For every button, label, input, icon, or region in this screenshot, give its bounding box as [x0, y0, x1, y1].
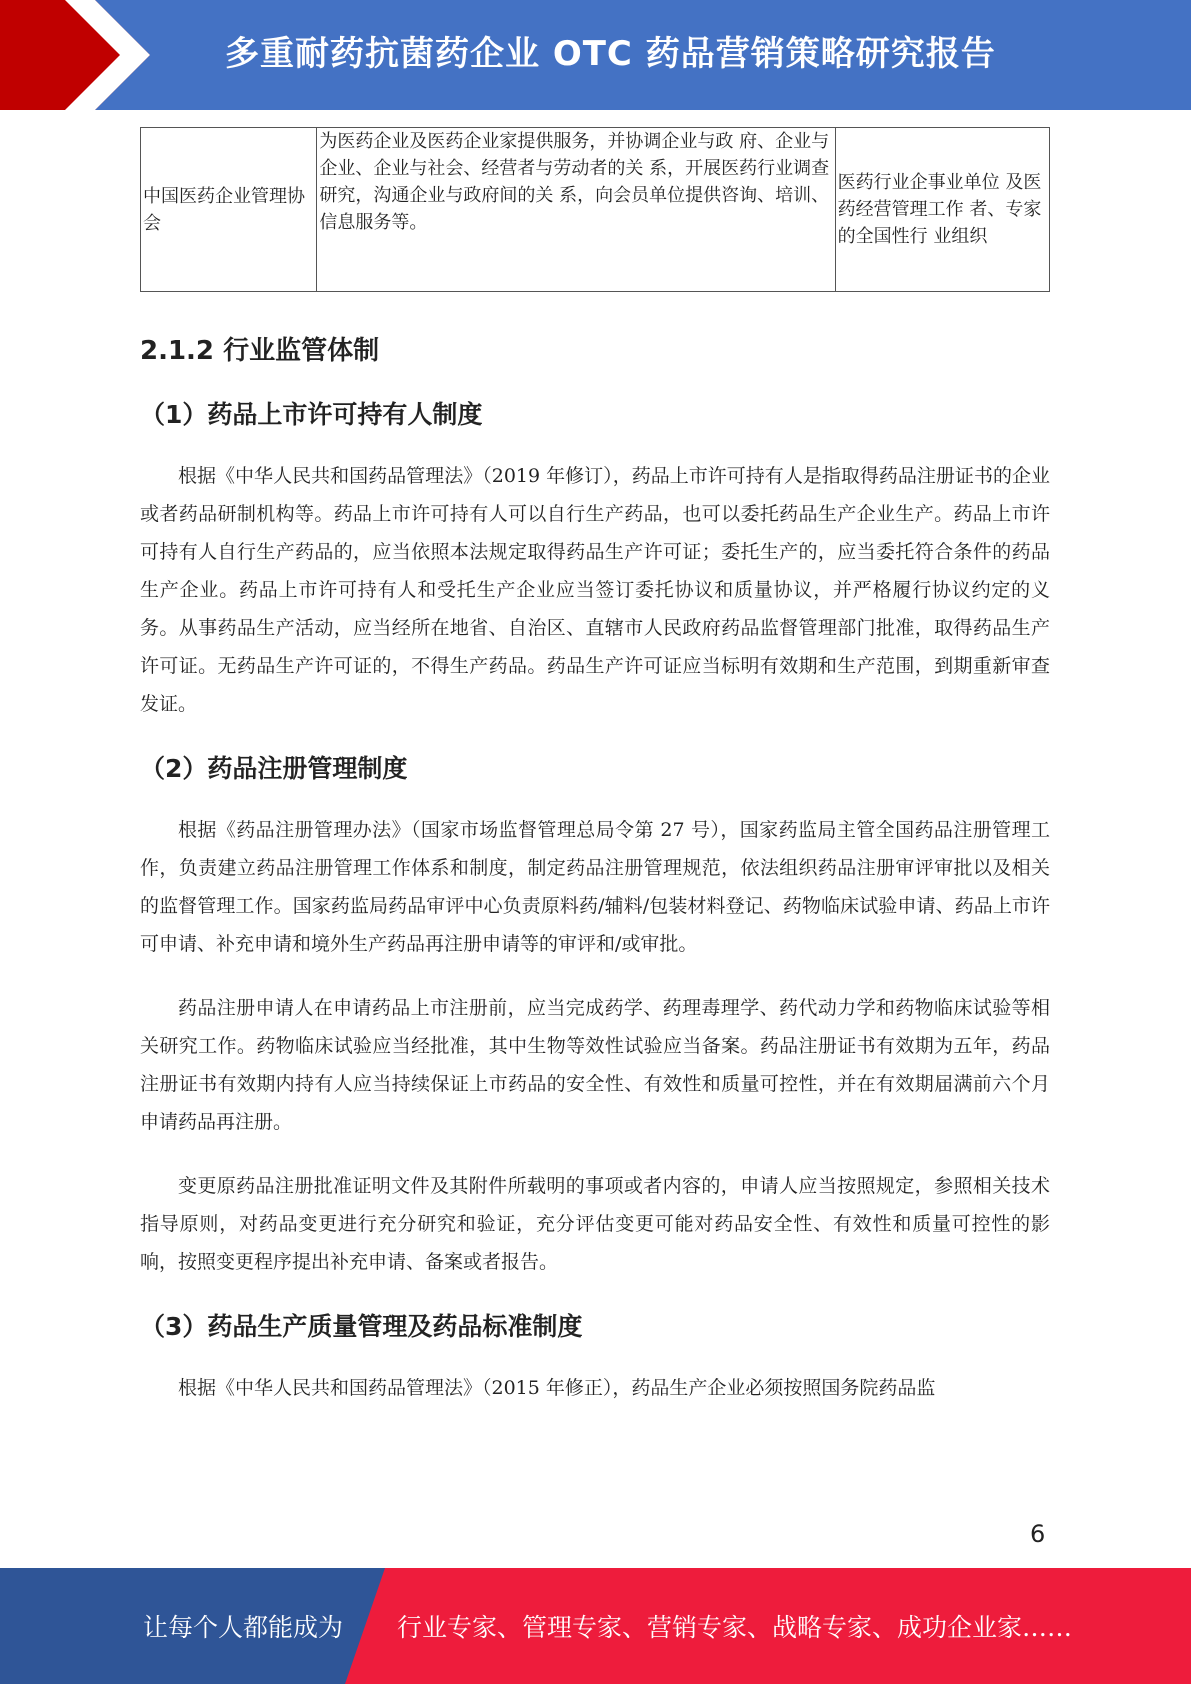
page-number: 6	[1030, 1520, 1046, 1548]
paragraph: 变更原药品注册批准证明文件及其附件所载明的事项或者内容的，申请人应当按照规定，参照相关技术指导原则，对药品变更进行充分研究和验证，充分评估变更可能对药品安全性、有效性和质量可控性的影响，按照变更程序提出补充申请、备案或者报告。	[140, 1175, 1050, 1273]
footer-slogan-right: 行业专家、管理专家、营销专家、战略专家、成功企业家……	[397, 1613, 1073, 1642]
organization-table	[140, 127, 1050, 292]
table-cell-name: 中国医药企业管理协会	[141, 128, 317, 292]
page-header	[0, 0, 1191, 110]
report-title: 多重耐药抗菌药企业 OTC 药品营销策略研究报告	[225, 34, 996, 74]
footer-slogan-left: 让每个人都能成为	[143, 1613, 344, 1642]
table-cell-function: 为医药企业及医药企业家提供服务，并协调企业与政 府、企业与企业、企业与社会、经营者与劳动者的关 系，开展医药行业调查研究，沟通企业与政府间的关 系，向会员单位提供咨询、培训、信息服务等。	[317, 128, 835, 292]
paragraph: 根据《中华人民共和国药品管理法》（2015 年修正），药品生产企业必须按照国务院药品监	[178, 1377, 936, 1399]
table-row	[141, 128, 1050, 292]
paragraph: 根据《中华人民共和国药品管理法》（2019 年修订），药品上市许可持有人是指取得药品注册证书的企业或者药品研制机构等。药品上市许可持有人可以自行生产药品，也可以委托药品生产企业生产。药品上市许可持有人自行生产药品的，应当依照本法规定取得药品生产许可证；委托生产的，应当委托符合条件的药品生产企业。药品上市许可持有人和受托生产企业应当签订委托协议和质量协议，并严格履行协议约定的义务。从事药品生产活动，应当经所在地省、自治区、直辖市人民政府药品监督管理部门批准，取得药品生产许可证。无药品生产许可证的，不得生产药品。药品生产许可证应当标明有效期和生产范围，到期重新审查发证。	[140, 465, 1050, 715]
paragraph: 根据《药品注册管理办法》（国家市场监督管理总局令第 27 号），国家药监局主管全国药品注册管理工作，负责建立药品注册管理工作体系和制度，制定药品注册管理规范，依法组织药品注册审评审批以及相关的监督管理工作。国家药监局药品审评中心负责原料药/辅料/包装材料登记、药物临床试验申请、药品上市许可申请、补充申请和境外生产药品再注册申请等的审评和/或审批。	[140, 819, 1050, 955]
main-content	[140, 320, 1050, 1433]
subsection-heading-3: （3）药品生产质量管理及药品标准制度	[140, 1312, 583, 1341]
paragraph: 药品注册申请人在申请药品上市注册前，应当完成药学、药理毒理学、药代动力学和药物临床试验等相关研究工作。药物临床试验应当经批准，其中生物等效性试验应当备案。药品注册证书有效期为五年，药品注册证书有效期内持有人应当持续保证上市药品的安全性、有效性和质量可控性，并在有效期届满前六个月申请药品再注册。	[140, 997, 1050, 1133]
subsection-heading-1: （1）药品上市许可持有人制度	[140, 400, 483, 429]
section-heading: 2.1.2 行业监管体制	[140, 336, 380, 366]
subsection-heading-2: （2）药品注册管理制度	[140, 754, 408, 783]
table-cell-members: 医药行业企事业单位 及医药经营管理工作 者、专家的全国性行 业组织	[835, 128, 1049, 292]
page-footer	[0, 1568, 1191, 1684]
